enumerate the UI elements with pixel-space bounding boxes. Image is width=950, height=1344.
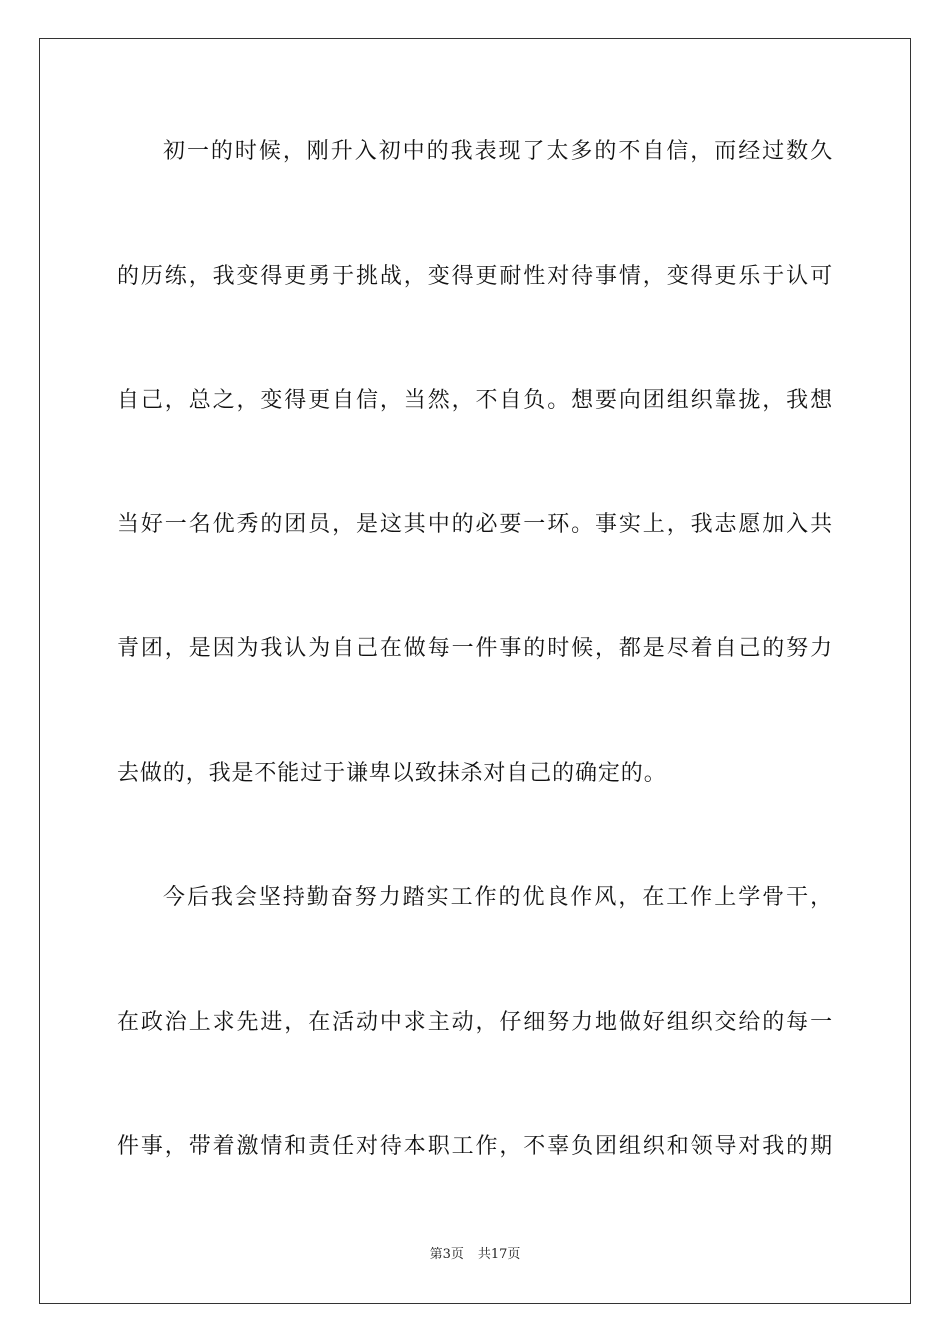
paragraph-line: 当好一名优秀的团员，是这其中的必要一环。事实上，我志愿加入共	[117, 512, 833, 537]
paragraph-line: 今后我会坚持勤奋努力踏实工作的优良作风，在工作上学骨干，	[163, 885, 833, 910]
paragraph-line: 青团，是因为我认为自己在做每一件事的时候，都是尽着自己的努力	[117, 636, 833, 661]
paragraph-line: 初一的时候，刚升入初中的我表现了太多的不自信，而经过数久	[163, 139, 833, 164]
page-footer	[0, 1246, 950, 1264]
page-border	[39, 38, 911, 1304]
paragraph-line: 在政治上求先进，在活动中求主动，仔细努力地做好组织交给的每一	[117, 1010, 833, 1035]
paragraph-line: 去做的，我是不能过于谦卑以致抹杀对自己的确定的。	[117, 761, 667, 786]
paragraph-line: 件事，带着激情和责任对待本职工作，不辜负团组织和领导对我的期	[117, 1134, 833, 1159]
paragraph-line: 的历练，我变得更勇于挑战，变得更耐性对待事情，变得更乐于认可	[117, 264, 833, 289]
page-total: 共17页	[477, 1247, 521, 1262]
paragraph-line: 自己，总之，变得更自信，当然，不自负。想要向团组织靠拢，我想	[117, 388, 833, 413]
page-number: 第3页	[429, 1247, 464, 1262]
